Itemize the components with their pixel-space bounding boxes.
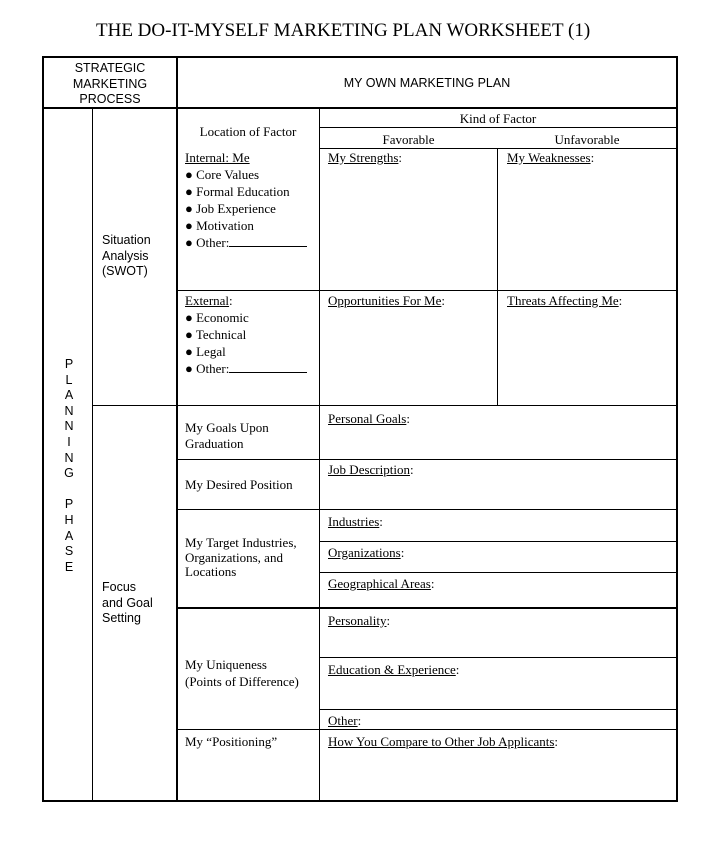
threats-field[interactable]: Threats Affecting Me:	[507, 293, 623, 308]
phase-letter: P	[64, 497, 74, 512]
opportunities-field[interactable]: Opportunities For Me:	[328, 293, 446, 308]
phase-letter: N	[64, 419, 74, 434]
personality-field[interactable]: Personality:	[328, 613, 391, 628]
other-uniqueness-field[interactable]: Other:	[328, 713, 362, 728]
phase-letter: E	[64, 559, 74, 574]
list-item: ● Other:	[185, 234, 307, 251]
location-of-factor-header: Location of Factor	[199, 124, 297, 139]
list-item: ● Other:	[185, 360, 307, 377]
location-column-divider	[319, 109, 320, 802]
step-column-divider	[176, 109, 178, 802]
comparison-field[interactable]: How You Compare to Other Job Applicants:	[328, 734, 559, 749]
internal-heading: Internal: Me	[185, 150, 250, 165]
list-item: ● Technical	[185, 327, 247, 342]
header-line: PROCESS	[79, 92, 141, 106]
unfavorable-header: Unfavorable	[554, 132, 620, 147]
focus-goal-label	[102, 580, 153, 627]
education-experience-field[interactable]: Education & Experience:	[328, 662, 460, 677]
uniqueness-divider	[176, 729, 676, 730]
favorable-header-divider	[319, 148, 676, 149]
other-external-blank[interactable]	[229, 371, 307, 373]
label-line: Setting	[102, 611, 141, 625]
strategic-process-header	[44, 61, 176, 108]
organizations-field[interactable]: Organizations:	[328, 545, 405, 560]
target-label	[185, 536, 297, 580]
other-internal-blank[interactable]	[229, 245, 307, 247]
phase-letter: N	[64, 403, 74, 418]
position-divider	[176, 509, 676, 510]
phase-letter: S	[64, 544, 74, 559]
label-line: My Uniqueness	[185, 657, 267, 672]
phase-letter: L	[65, 372, 73, 387]
page-title: THE DO-IT-MYSELF MARKETING PLAN WORKSHEET (1)	[96, 20, 591, 41]
phase-letter: I	[67, 434, 71, 449]
label-line: (Points of Difference)	[185, 674, 299, 689]
phase-letter: N	[64, 450, 74, 465]
list-item: ● Core Values	[185, 167, 260, 182]
kind-of-factor-divider	[319, 127, 676, 128]
list-item: ● Economic	[185, 310, 249, 325]
favorable-column-divider	[497, 148, 498, 405]
phase-letter-gap	[44, 482, 94, 498]
situation-focus-divider	[92, 405, 676, 406]
internal-external-divider	[176, 290, 676, 291]
industries-field[interactable]: Industries:	[328, 514, 383, 529]
list-item: ● Motivation	[185, 218, 254, 233]
phase-letter: H	[64, 512, 74, 527]
strengths-field[interactable]: My Strengths:	[328, 150, 403, 165]
planning-phase-label	[44, 357, 94, 575]
label-line: Organizations, and	[185, 549, 283, 565]
goals-divider	[176, 459, 676, 460]
phase-letter: P	[64, 357, 74, 371]
label-line: Locations	[185, 564, 237, 579]
worksheet-table	[42, 56, 678, 802]
label-line: (SWOT)	[102, 264, 148, 278]
internal-factors-list	[185, 149, 307, 251]
label-line: Situation	[102, 233, 151, 247]
geographical-areas-field[interactable]: Geographical Areas:	[328, 576, 435, 591]
label-line: Graduation	[185, 436, 244, 451]
label-line: Analysis	[102, 248, 149, 263]
organizations-divider	[319, 572, 676, 573]
kind-of-factor-header: Kind of Factor	[459, 111, 537, 126]
phase-letter: G	[64, 466, 74, 481]
goals-label	[185, 420, 269, 452]
phase-letter: A	[64, 528, 74, 543]
label-line: My Target Industries,	[185, 535, 297, 550]
label-line: Focus	[102, 580, 137, 594]
phase-letter: A	[64, 388, 74, 403]
education-divider	[319, 709, 676, 710]
industries-divider	[319, 541, 676, 542]
list-item: ● Legal	[185, 344, 226, 359]
list-item: ● Job Experience	[185, 201, 276, 216]
external-heading: External	[185, 293, 230, 308]
label-line: My Goals Upon	[185, 420, 269, 435]
situation-analysis-label	[102, 233, 151, 280]
my-plan-header: MY OWN MARKETING PLAN	[343, 76, 511, 90]
list-item: ● Formal Education	[185, 184, 290, 199]
personal-goals-field[interactable]: Personal Goals:	[328, 411, 410, 426]
header-line: STRATEGIC	[74, 61, 146, 75]
positioning-label: My “Positioning”	[185, 734, 278, 749]
desired-position-label: My Desired Position	[185, 477, 293, 492]
target-divider	[176, 607, 676, 609]
external-factors-list: External: ● Economic ● Technical ● Legal ● Other:	[185, 292, 307, 377]
header-line: MARKETING	[72, 76, 148, 91]
weaknesses-field[interactable]: My Weaknesses:	[507, 150, 595, 165]
label-line: and Goal	[102, 595, 153, 610]
job-description-field[interactable]: Job Description:	[328, 462, 414, 477]
uniqueness-label	[185, 656, 299, 690]
favorable-header: Favorable	[382, 132, 435, 147]
personality-divider	[319, 657, 676, 658]
